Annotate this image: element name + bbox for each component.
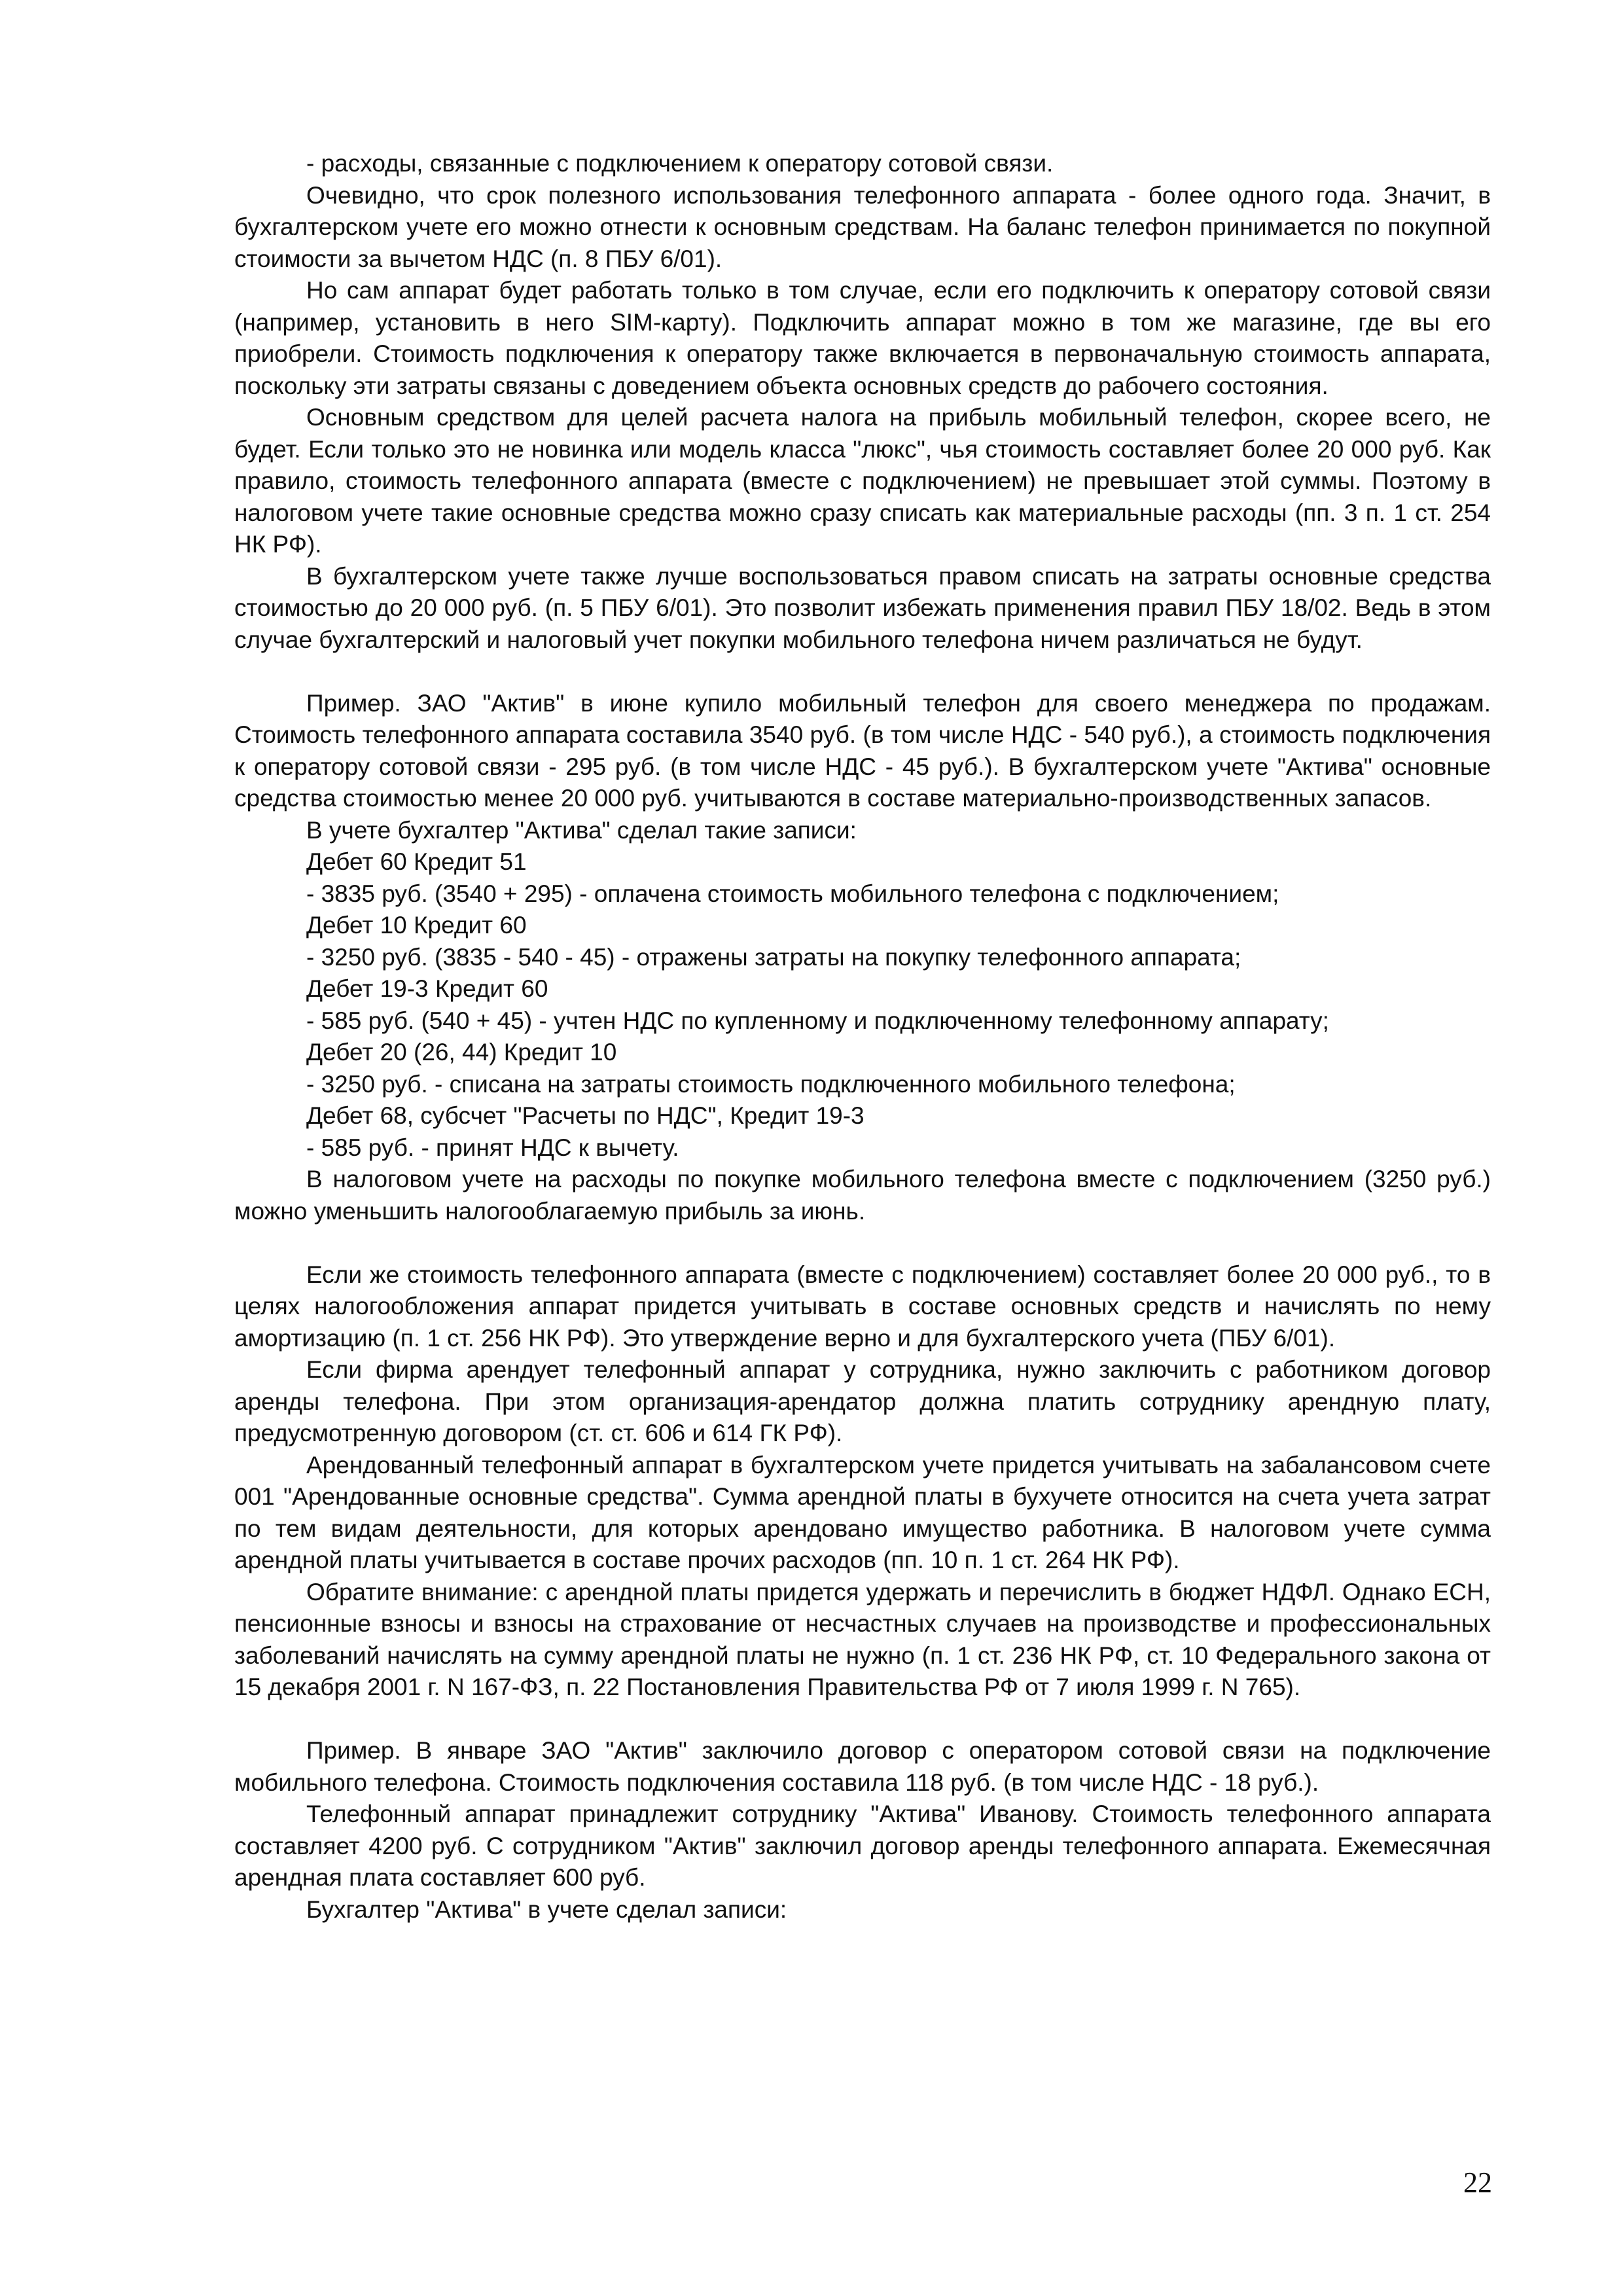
paragraph: В налоговом учете на расходы по покупке мобильного телефона вместе с подключением (3250 руб.) можно уменьшить налогооблагаемую прибыль за июнь. <box>234 1166 1491 1225</box>
paragraph-gap <box>234 1227 1491 1259</box>
document-body <box>234 148 1491 1926</box>
paragraph-gap <box>234 656 1491 688</box>
example-paragraph: Пример. В январе ЗАО "Актив" заключило договор с оператором сотовой связи на подключение мобильного телефона. Стоимость подключения составила 118 руб. (в том числе НДС - 18 руб.). <box>234 1737 1491 1796</box>
accounting-entry: Дебет 10 Кредит 60 <box>306 912 527 939</box>
paragraph-gap <box>234 1704 1491 1736</box>
accounting-entry: Дебет 20 (26, 44) Кредит 10 <box>306 1039 617 1066</box>
paragraph: В бухгалтерском учете также лучше воспользоваться правом списать на затраты основные средства стоимостью до 20 000 руб. (п. 5 ПБУ 6/01). Это позволит избежать применения правил ПБУ 18/02. Ведь в этом случае бухгалтерский и налоговый учет покупки мобильного телефона ничем различаться не будут. <box>234 562 1491 653</box>
entry-description: - 3250 руб. - списана на затраты стоимость подключенного мобильного телефона; <box>306 1070 1236 1098</box>
entry-description: - 585 руб. - принят НДС к вычету. <box>306 1134 679 1161</box>
paragraph: Если же стоимость телефонного аппарата (вместе с подключением) составляет более 20 000 руб., то в целях налогообложения аппарат придется учитывать в составе основных средств и начислять по нему амортизацию (п. 1 ст. 256 НК РФ). Это утверждение верно и для бухгалтерского учета (ПБУ 6/01). <box>234 1261 1491 1352</box>
paragraph: - расходы, связанные с подключением к оператору сотовой связи. <box>306 150 1054 177</box>
paragraph: Арендованный телефонный аппарат в бухгалтерском учете придется учитывать на забалансовом счете 001 "Арендованные основные средства". Сумма арендной платы в бухучете относится на счета учета затрат по тем видам деятельности, для которых арендовано имущество работника. В налоговом учете сумма арендной платы учитывается в составе прочих расходов (пп. 10 п. 1 ст. 264 НК РФ). <box>234 1451 1491 1573</box>
entry-description: - 3835 руб. (3540 + 295) - оплачена стоимость мобильного телефона с подключением; <box>306 880 1279 907</box>
paragraph: В учете бухгалтер "Актива" сделал такие записи: <box>306 816 857 844</box>
paragraph: Если фирма арендует телефонный аппарат у сотрудника, нужно заключить с работником договор аренды телефона. При этом организация-арендатор должна платить сотруднику арендную плату, предусмотренную договором (ст. ст. 606 и 614 ГК РФ). <box>234 1356 1491 1446</box>
page-number: 22 <box>1463 2166 1492 2198</box>
paragraph: Но сам аппарат будет работать только в том случае, если его подключить к оператору сотовой связи (например, установить в него SIM-карту). Подключить аппарат можно в том же магазине, где вы его приобрели. Стоимость подключения к оператору также включается в первоначальную стоимость аппарата, поскольку эти затраты связаны с доведением объекта основных средств до рабочего состояния. <box>234 277 1491 399</box>
paragraph: Основным средством для целей расчета налога на прибыль мобильный телефон, скорее всего, не будет. Если только это не новинка или модель класса "люкс", чья стоимость составляет более 20 000 руб. Как правило, стоимость телефонного аппарата (вместе с подключением) не превышает этой суммы. Поэтому в налоговом учете такие основные средства можно сразу списать как материальные расходы (пп. 3 п. 1 ст. 254 НК РФ). <box>234 404 1491 558</box>
accounting-entry: Дебет 68, субсчет "Расчеты по НДС", Кредит 19-3 <box>306 1102 865 1129</box>
example-paragraph: Пример. ЗАО "Актив" в июне купило мобильный телефон для своего менеджера по продажам. Стоимость телефонного аппарата составила 3540 руб. (в том числе НДС - 540 руб.), а стоимость подключения к оператору сотовой связи - 295 руб. (в том числе НДС - 45 руб.). В бухгалтерском учете "Актива" основные средства стоимостью менее 20 000 руб. учитываются в составе материально-производственных запасов. <box>234 689 1491 812</box>
entry-description: - 3250 руб. (3835 - 540 - 45) - отражены затраты на покупку телефонного аппарата; <box>306 943 1241 971</box>
paragraph: Бухгалтер "Актива" в учете сделал записи: <box>306 1895 787 1923</box>
paragraph: Обратите внимание: с арендной платы придется удержать и перечислить в бюджет НДФЛ. Однако ЕСН, пенсионные взносы и взносы на страхование от несчастных случаев на производстве и профессиональных заболеваний начислять на сумму арендной платы не нужно (п. 1 ст. 236 НК РФ, ст. 10 Федерального закона от 15 декабря 2001 г. N 167-ФЗ, п. 22 Постановления Правительства РФ от 7 июля 1999 г. N 765). <box>234 1578 1491 1700</box>
accounting-entry: Дебет 60 Кредит 51 <box>306 848 527 875</box>
paragraph: Очевидно, что срок полезного использования телефонного аппарата - более одного года. Значит, в бухгалтерском учете его можно отнести к основным средствам. На баланс телефон принимается по покупной стоимости за вычетом НДС (п. 8 ПБУ 6/01). <box>234 181 1491 272</box>
accounting-entry: Дебет 19-3 Кредит 60 <box>306 975 548 1002</box>
entry-description: - 585 руб. (540 + 45) - учтен НДС по купленному и подключенному телефонному аппарату; <box>306 1007 1329 1034</box>
paragraph: Телефонный аппарат принадлежит сотруднику "Актива" Иванову. Стоимость телефонного аппарата составляет 4200 руб. С сотрудником "Актив" заключил договор аренды телефонного аппарата. Ежемесячная арендная плата составляет 600 руб. <box>234 1801 1491 1891</box>
